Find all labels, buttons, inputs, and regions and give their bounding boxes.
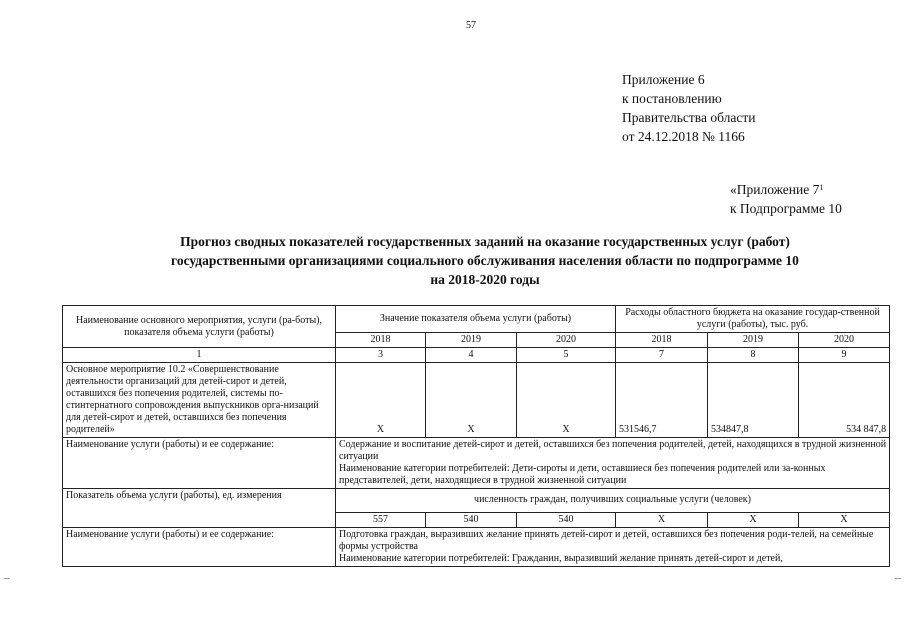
value-cell: 531546,7 bbox=[616, 363, 708, 438]
appendix-line: Правительства области bbox=[622, 110, 756, 125]
value-cell: Х bbox=[336, 363, 426, 438]
consumer-category-text: Наименование категории потребителей: Дети-сироты и дети, оставшиеся без попечения родителей или за-конных представителей, дети, находящиеся в трудной жизненной ситуации bbox=[339, 463, 826, 486]
header-name-cell: Наименование основного мероприятия, услуги (ра-боты), показателя объема услуги (работы) bbox=[63, 306, 336, 348]
table-header-row bbox=[63, 306, 890, 333]
title-line: Прогноз сводных показателей государственных заданий на оказание государственных услуг (работ) bbox=[180, 234, 790, 249]
header-volume-cell: Значение показателя объема услуги (работы) bbox=[336, 306, 616, 333]
appendix-reference bbox=[730, 180, 842, 218]
table-row bbox=[63, 438, 890, 489]
value-cell: 540 bbox=[426, 513, 517, 528]
title-line: государственными организациями социального обслуживания населения области по подпрограмме 10 bbox=[171, 253, 799, 268]
column-number-cell: 4 bbox=[426, 348, 517, 363]
appendix-reference-sup: 1 bbox=[819, 183, 824, 192]
table-colnum-row bbox=[63, 348, 890, 363]
table-row bbox=[63, 528, 890, 567]
value-cell: Х bbox=[616, 513, 708, 528]
value-cell: 557 bbox=[336, 513, 426, 528]
title-line: на 2018-2020 годы bbox=[430, 272, 540, 287]
page-number: 57 bbox=[466, 20, 476, 31]
service-label-cell: Наименование услуги (работы) и ее содержание: bbox=[63, 438, 336, 489]
consumer-category-text: Наименование категории потребителей: Гражданин, выразивший желание принять детей-сирот и детей, bbox=[339, 553, 783, 564]
forecast-table bbox=[62, 305, 890, 567]
year-cell: 2020 bbox=[799, 333, 890, 348]
table-row bbox=[63, 489, 890, 513]
value-cell: Х bbox=[799, 513, 890, 528]
column-number-cell: 5 bbox=[517, 348, 616, 363]
value-cell: 534 847,8 bbox=[799, 363, 890, 438]
column-number-cell: 7 bbox=[616, 348, 708, 363]
scan-edge-mark bbox=[895, 578, 901, 579]
value-cell: Х bbox=[708, 513, 799, 528]
year-cell: 2019 bbox=[426, 333, 517, 348]
service-content-cell bbox=[336, 528, 890, 567]
year-cell: 2018 bbox=[336, 333, 426, 348]
service-content-text: Содержание и воспитание детей-сирот и детей, оставшихся без попечения родителей, детей, находящихся в трудной жизненной ситуации bbox=[339, 439, 887, 462]
indicator-label-cell: Показатель объема услуги (работы), ед. измерения bbox=[63, 489, 336, 528]
scan-edge-mark bbox=[4, 578, 10, 579]
value-cell: Х bbox=[426, 363, 517, 438]
appendix-line: от 24.12.2018 № 1166 bbox=[622, 129, 745, 144]
service-content-text: Подготовка граждан, выразивших желание принять детей-сирот и детей, оставшихся без попечения роди-телей, на семейные формы устройства bbox=[339, 529, 874, 552]
column-number-cell: 3 bbox=[336, 348, 426, 363]
table-row bbox=[63, 363, 890, 438]
value-cell: Х bbox=[517, 363, 616, 438]
service-label-cell: Наименование услуги (работы) и ее содержание: bbox=[63, 528, 336, 567]
appendix-line: к постановлению bbox=[622, 91, 722, 106]
appendix-reference-line: к Подпрограмме 10 bbox=[730, 201, 842, 216]
year-cell: 2020 bbox=[517, 333, 616, 348]
column-number-cell: 1 bbox=[63, 348, 336, 363]
service-content-cell bbox=[336, 438, 890, 489]
document-title bbox=[100, 232, 870, 289]
column-number-cell: 8 bbox=[708, 348, 799, 363]
value-cell: 534847,8 bbox=[708, 363, 799, 438]
value-cell: 540 bbox=[517, 513, 616, 528]
appendix-reference-text: «Приложение 7 bbox=[730, 182, 820, 197]
appendix-line: Приложение 6 bbox=[622, 72, 705, 87]
measure-name-cell: Основное мероприятие 10.2 «Совершенствование деятельности организаций для детей-сирот и детей, оставшихся без попечения родителей, системы по-стинтернатного сопровождения выпускников орга-низаций для детей-сирот и детей, оставшихся без попечения родителей» bbox=[63, 363, 336, 438]
appendix-reference-line bbox=[730, 180, 842, 199]
indicator-cell: численность граждан, получивших социальные услуги (человек) bbox=[336, 489, 890, 513]
year-cell: 2018 bbox=[616, 333, 708, 348]
header-expenses-cell: Расходы областного бюджета на оказание государ-ственной услуги (работы), тыс. руб. bbox=[616, 306, 890, 333]
year-cell: 2019 bbox=[708, 333, 799, 348]
column-number-cell: 9 bbox=[799, 348, 890, 363]
appendix-block bbox=[622, 70, 755, 146]
